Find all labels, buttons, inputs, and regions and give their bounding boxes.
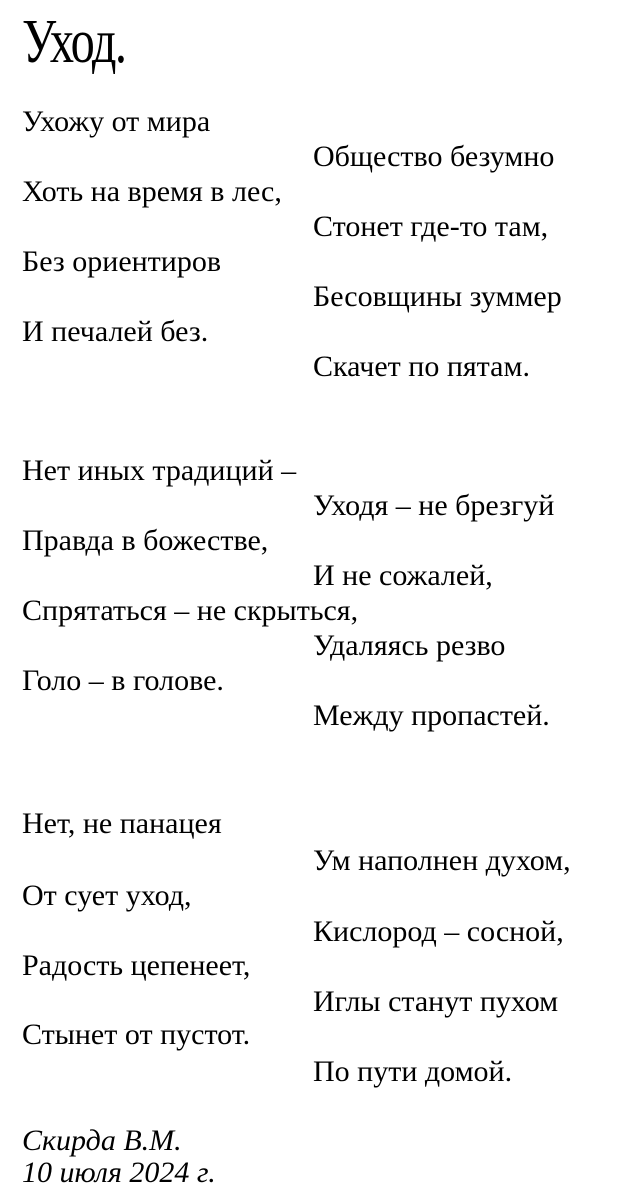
- poem-line: Иглы станут пухом: [313, 985, 559, 1018]
- poem-line: От сует уход,: [22, 879, 192, 912]
- poem-line: Спрятаться – не скрыться,: [22, 594, 359, 627]
- poem-line: Нет иных традиций –: [22, 454, 297, 487]
- poem-line: Кислород – сосной,: [313, 915, 564, 948]
- poem-line: Правда в божестве,: [22, 524, 269, 557]
- poem-line: Бесовщины зуммер: [313, 280, 562, 313]
- poem-line: Стынет от пустот.: [22, 1018, 251, 1051]
- poem-line: Хоть на время в лес,: [22, 175, 282, 208]
- poem-line: Голо – в голове.: [22, 664, 224, 697]
- poem-line: Ухожу от мира: [22, 105, 211, 138]
- poem-line: Без ориентиров: [22, 245, 222, 278]
- poem-line: Стонет где-то там,: [313, 210, 549, 243]
- poem-line: Уходя – не брезгуй: [313, 489, 555, 522]
- signature-date: 10 июля 2024 г.: [22, 1156, 216, 1189]
- poem-line: Между пропастей.: [313, 699, 550, 732]
- poem-title: Уход.: [22, 8, 126, 76]
- poem-line: Нет, не панацея: [22, 807, 222, 840]
- poem-line: Радость цепенеет,: [22, 949, 251, 982]
- poem-line: По пути домой.: [313, 1055, 513, 1088]
- poem-line: И печалей без.: [22, 315, 209, 348]
- poem-line: Скачет по пятам.: [313, 350, 530, 383]
- poem-line: Удаляясь резво: [313, 629, 506, 662]
- author-signature: Скирда В.М.: [22, 1124, 182, 1157]
- poem-line: И не сожалей,: [313, 559, 493, 592]
- poem-line: Общество безумно: [313, 140, 555, 173]
- poem-line: Ум наполнен духом,: [313, 844, 571, 877]
